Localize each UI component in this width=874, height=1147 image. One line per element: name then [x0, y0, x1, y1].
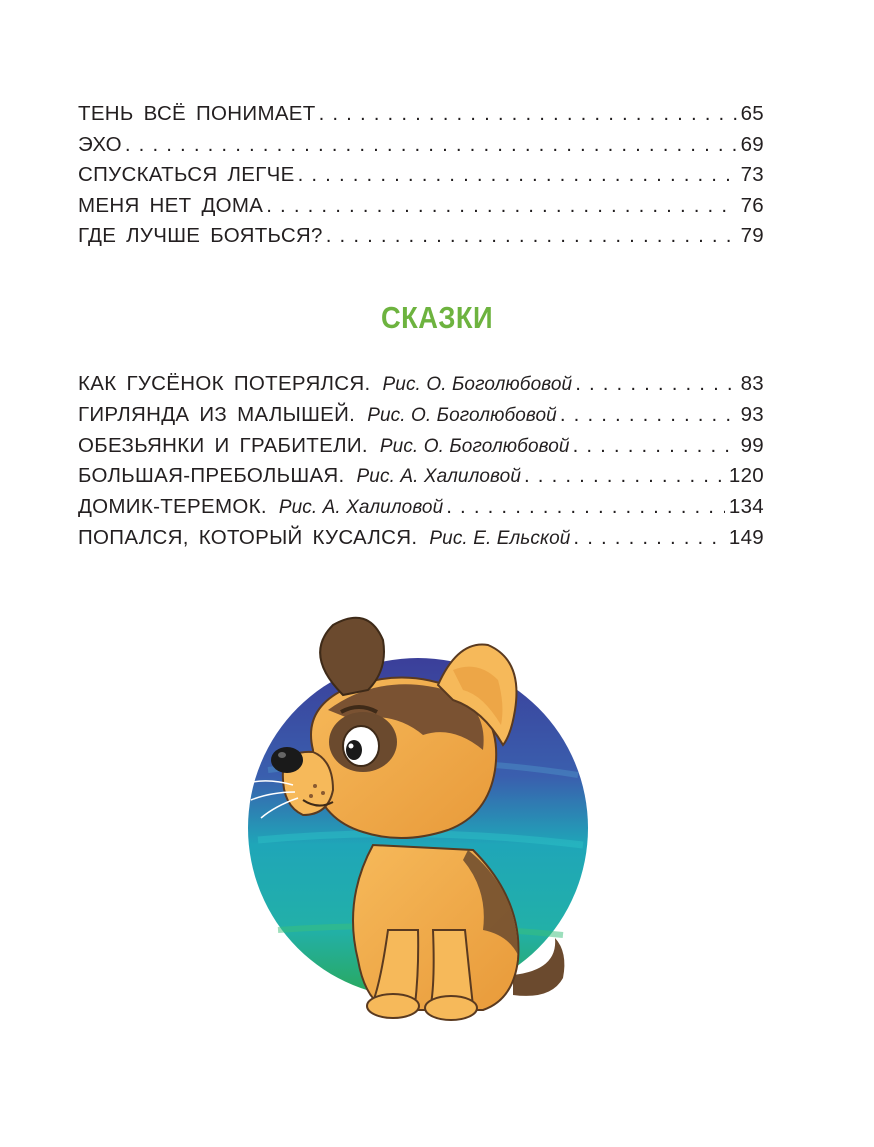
toc-entry-page: 69: [740, 132, 764, 156]
section-heading-tales: СКАЗКИ: [380, 300, 494, 335]
dot-leader: [266, 194, 736, 218]
toc-entry[interactable]: [78, 526, 764, 557]
toc-entry-page: 73: [740, 163, 764, 186]
puppy-icon: [183, 600, 663, 1060]
contents-list-tales: [78, 372, 764, 557]
toc-entry-page: 120: [728, 464, 764, 488]
toc-entry[interactable]: [78, 464, 764, 495]
toc-entry-page: 134: [728, 495, 764, 519]
toc-entry-title: ПОПАЛСЯ, КОТОРЫЙ КУСАЛСЯ.: [78, 525, 418, 549]
toc-entry-title: КАК ГУСЁНОК ПОТЕРЯЛСЯ.: [78, 372, 371, 395]
toc-entry-illustrator: Рис. О. Боголюбовой: [379, 435, 570, 457]
toc-entry-page: 83: [740, 372, 764, 395]
toc-entry-title: МЕНЯ НЕТ ДОМА: [78, 193, 264, 217]
toc-entry-illustrator: Рис. А. Халиловой: [356, 466, 521, 488]
contents-list-top: [78, 102, 764, 255]
toc-entry[interactable]: [78, 403, 764, 434]
toc-entry-page: 76: [740, 193, 764, 217]
toc-entry-title: ГДЕ ЛУЧШЕ БОЯТЬСЯ?: [78, 224, 323, 247]
dot-leader: [573, 434, 737, 458]
toc-entry-title: СПУСКАТЬСЯ ЛЕГЧЕ: [78, 163, 295, 186]
toc-entry[interactable]: [78, 434, 764, 465]
toc-entry-page: 65: [740, 102, 764, 125]
puppy-illustration: [183, 600, 663, 1060]
dot-leader: [319, 102, 737, 126]
toc-entry[interactable]: [78, 495, 764, 526]
toc-entry-page: 79: [740, 224, 764, 247]
dot-leader: [573, 526, 724, 550]
toc-entry-page: 99: [740, 433, 764, 457]
toc-entry-title: ДОМИК-ТЕРЕМОК.: [78, 495, 267, 519]
toc-entry-title: ГИРЛЯНДА ИЗ МАЛЫШЕЙ.: [78, 402, 356, 426]
toc-entry-page: 149: [728, 525, 764, 549]
toc-entry[interactable]: [78, 163, 764, 194]
toc-entry-page: 93: [740, 402, 764, 426]
toc-entry[interactable]: [78, 102, 764, 133]
dot-leader: [125, 133, 737, 157]
toc-entry-illustrator: Рис. О. Боголюбовой: [382, 374, 573, 395]
dot-leader: [524, 464, 725, 488]
dot-leader: [575, 372, 736, 396]
dot-leader: [446, 495, 725, 519]
dot-leader: [326, 224, 737, 248]
toc-entry-title: ЭХО: [78, 132, 122, 156]
toc-entry[interactable]: [78, 194, 764, 225]
toc-entry-title: ОБЕЗЬЯНКИ И ГРАБИТЕЛИ.: [78, 433, 368, 457]
toc-entry-title: БОЛЬШАЯ-ПРЕБОЛЬШАЯ.: [78, 464, 345, 488]
toc-entry[interactable]: [78, 133, 764, 164]
dot-leader: [560, 403, 737, 427]
toc-entry-illustrator: Рис. Е. Ельской: [429, 527, 571, 549]
toc-entry[interactable]: [78, 224, 764, 255]
toc-entry-title: ТЕНЬ ВСЁ ПОНИМАЕТ: [78, 102, 316, 125]
toc-entry-illustrator: Рис. О. Боголюбовой: [367, 404, 557, 426]
toc-entry[interactable]: [78, 372, 764, 403]
dot-leader: [298, 163, 737, 187]
toc-entry-illustrator: Рис. А. Халиловой: [278, 497, 444, 519]
